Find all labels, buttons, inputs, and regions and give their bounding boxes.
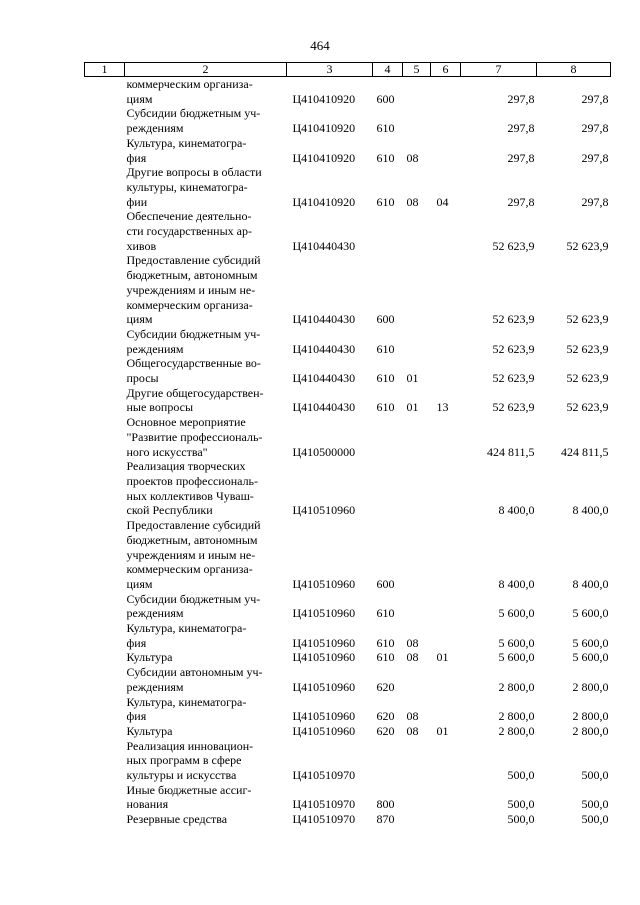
row-name-line: реждениям (126, 121, 184, 136)
row-name (125, 650, 287, 665)
table-row (85, 253, 611, 327)
row-code: Ц410440430 (292, 238, 356, 253)
row-name (125, 356, 287, 385)
row-value-8: 297,8 (581, 91, 609, 106)
row-name-line: Культура (126, 723, 173, 738)
row-code: Ц410410920 (292, 194, 356, 209)
row-value-8: 424 811,5 (560, 444, 609, 459)
row-name-line: ской Республики (126, 503, 213, 518)
row-value-8: 2 800,0 (572, 723, 609, 738)
row-col-5: 08 (406, 150, 419, 165)
row-value-7: 52 623,9 (492, 400, 535, 415)
table-row (85, 695, 611, 724)
row-name-line: фия (126, 150, 147, 165)
row-col-4: 870 (376, 812, 395, 827)
row-col-5 (403, 415, 431, 459)
row-col-1 (85, 812, 125, 827)
row-name (125, 327, 287, 356)
row-code: Ц410510960 (292, 576, 356, 591)
row-col-6 (431, 518, 461, 592)
header-col-6: 6 (431, 63, 461, 77)
row-col-6: 13 (436, 400, 449, 415)
row-col-4: 610 (376, 341, 395, 356)
row-name-line: Культура, кинематогра- (126, 694, 247, 709)
row-name-line: Основное мероприятие (126, 415, 246, 430)
row-name-line: Реализация творческих (126, 459, 246, 474)
row-col-6: 01 (436, 650, 449, 665)
row-name-line: Культура (126, 650, 173, 665)
row-name-line: Культура, кинематогра- (126, 621, 247, 636)
row-name-line: коммерческим организа- (126, 562, 253, 577)
row-name (125, 518, 287, 592)
row-name (125, 724, 287, 739)
table-row (85, 459, 611, 518)
row-col-6 (431, 665, 461, 694)
header-col-4: 4 (373, 63, 403, 77)
row-name (125, 621, 287, 650)
row-col-4: 610 (376, 371, 395, 386)
row-value-8: 2 800,0 (572, 679, 609, 694)
header-col-7: 7 (461, 63, 537, 77)
row-name-line: коммерческим организа- (126, 297, 253, 312)
row-name-line: фии (126, 194, 148, 209)
row-name-line: Иные бюджетные ассиг- (126, 782, 252, 797)
row-col-6 (431, 356, 461, 385)
row-value-7: 2 800,0 (498, 723, 535, 738)
row-value-7: 52 623,9 (492, 371, 535, 386)
row-col-5 (403, 327, 431, 356)
row-name-line: учреждениям и иным не- (126, 282, 256, 297)
row-col-1 (85, 783, 125, 812)
row-name-line: сти государственных ар- (126, 224, 252, 239)
row-col-5 (403, 106, 431, 135)
row-col-5 (403, 783, 431, 812)
row-name-line: фия (126, 635, 147, 650)
header-col-8: 8 (537, 63, 611, 77)
row-name-line: реждениям (126, 341, 184, 356)
row-name-line: Культура, кинематогра- (126, 135, 247, 150)
row-code: Ц410510960 (292, 679, 356, 694)
row-name-line: ные вопросы (126, 400, 194, 415)
row-name-line: коммерческим организа- (126, 77, 253, 91)
row-value-8: 5 600,0 (572, 635, 609, 650)
row-name (125, 695, 287, 724)
row-col-5 (403, 812, 431, 827)
row-value-8: 500,0 (581, 797, 609, 812)
row-value-8: 8 400,0 (572, 576, 609, 591)
row-col-4: 610 (376, 150, 395, 165)
row-col-4: 620 (376, 723, 395, 738)
table-row (85, 356, 611, 385)
row-name-line: бюджетным, автономным (126, 532, 258, 547)
table-header (85, 63, 611, 77)
row-col-6 (431, 592, 461, 621)
row-col-1 (85, 724, 125, 739)
row-col-5: 08 (406, 709, 419, 724)
row-col-5: 01 (406, 371, 419, 386)
table-row (85, 724, 611, 739)
table-row (85, 106, 611, 135)
row-name-line: Субсидии бюджетным уч- (126, 591, 261, 606)
row-name-line: циям (126, 576, 153, 591)
table-row (85, 665, 611, 694)
row-code: Ц410510960 (292, 635, 356, 650)
table-row (85, 783, 611, 812)
row-col-6 (431, 415, 461, 459)
row-name-line: ного искусства" (126, 444, 208, 459)
row-name (125, 386, 287, 415)
row-col-6 (431, 327, 461, 356)
row-col-5 (403, 459, 431, 518)
row-name-line: бюджетным, автономным (126, 268, 258, 283)
row-col-1 (85, 459, 125, 518)
row-col-1 (85, 415, 125, 459)
row-col-5 (403, 209, 431, 253)
row-col-5 (403, 739, 431, 783)
row-name (125, 106, 287, 135)
row-value-7: 52 623,9 (492, 312, 535, 327)
row-col-4 (373, 209, 403, 253)
row-col-1 (85, 386, 125, 415)
row-col-4: 610 (376, 650, 395, 665)
row-col-4: 620 (376, 679, 395, 694)
row-name-line: ных коллективов Чуваш- (126, 488, 254, 503)
row-value-7: 5 600,0 (498, 635, 535, 650)
row-code: Ц410410920 (292, 150, 356, 165)
row-code: Ц410500000 (292, 444, 356, 459)
row-col-4 (373, 739, 403, 783)
row-name (125, 592, 287, 621)
row-col-5 (403, 253, 431, 327)
row-name-line: просы (126, 371, 159, 386)
table-row (85, 327, 611, 356)
row-col-5 (403, 77, 431, 107)
row-name-line: циям (126, 91, 153, 106)
row-name (125, 209, 287, 253)
header-col-2: 2 (125, 63, 287, 77)
table-row (85, 739, 611, 783)
row-col-6 (431, 739, 461, 783)
row-col-4: 600 (376, 91, 395, 106)
row-col-6: 04 (436, 194, 449, 209)
row-value-8: 5 600,0 (572, 606, 609, 621)
table-row (85, 165, 611, 209)
row-name-line: хивов (126, 238, 157, 253)
row-col-1 (85, 665, 125, 694)
row-col-4 (373, 415, 403, 459)
table-body (85, 77, 611, 827)
row-name-line: нования (126, 797, 169, 812)
row-value-7: 5 600,0 (498, 606, 535, 621)
row-col-5: 08 (406, 723, 419, 738)
row-code: Ц410510970 (292, 768, 356, 783)
row-code: Ц410510970 (292, 812, 356, 827)
row-col-6 (431, 695, 461, 724)
row-value-7: 8 400,0 (498, 503, 535, 518)
row-col-4: 610 (376, 400, 395, 415)
table-row (85, 518, 611, 592)
row-col-1 (85, 77, 125, 107)
row-col-1 (85, 165, 125, 209)
row-name (125, 739, 287, 783)
row-name-line: проектов профессиональ- (126, 473, 259, 488)
row-col-6 (431, 106, 461, 135)
row-name-line: Резервные средства (126, 812, 228, 827)
row-name (125, 77, 287, 107)
table-row (85, 621, 611, 650)
row-value-7: 5 600,0 (498, 650, 535, 665)
row-name (125, 665, 287, 694)
table-row (85, 136, 611, 165)
row-value-8: 52 623,9 (566, 400, 609, 415)
row-code: Ц410510960 (292, 503, 356, 518)
row-col-1 (85, 209, 125, 253)
row-name-line: циям (126, 312, 153, 327)
row-col-4: 620 (376, 709, 395, 724)
row-col-6 (431, 253, 461, 327)
row-name (125, 165, 287, 209)
row-col-6 (431, 812, 461, 827)
row-col-4 (373, 459, 403, 518)
row-value-7: 52 623,9 (492, 341, 535, 356)
header-col-5: 5 (403, 63, 431, 77)
row-name (125, 812, 287, 827)
row-value-8: 52 623,9 (566, 371, 609, 386)
row-col-5 (403, 665, 431, 694)
table-row (85, 415, 611, 459)
row-name-line: культуры, кинематогра- (126, 179, 248, 194)
row-name-line: культуры и искусства (126, 768, 237, 783)
row-col-1 (85, 695, 125, 724)
row-name (125, 136, 287, 165)
row-name-line: "Развитие профессиональ- (126, 429, 263, 444)
row-value-7: 500,0 (507, 797, 535, 812)
table-row (85, 77, 611, 107)
row-col-4: 610 (376, 121, 395, 136)
row-value-8: 297,8 (581, 121, 609, 136)
row-col-1 (85, 356, 125, 385)
row-col-4: 610 (376, 194, 395, 209)
row-value-7: 297,8 (507, 121, 535, 136)
row-col-1 (85, 253, 125, 327)
row-value-7: 52 623,9 (492, 238, 535, 253)
row-name-line: реждениям (126, 606, 184, 621)
row-col-4: 800 (376, 797, 395, 812)
row-code: Ц410510960 (292, 606, 356, 621)
row-name-line: Субсидии бюджетным уч- (126, 326, 261, 341)
row-name-line: Предоставление субсидий (126, 253, 261, 268)
row-name (125, 783, 287, 812)
row-value-7: 424 811,5 (486, 444, 535, 459)
row-value-7: 297,8 (507, 150, 535, 165)
row-name-line: ных программ в сфере (126, 753, 242, 768)
row-value-7: 2 800,0 (498, 709, 535, 724)
row-code: Ц410440430 (292, 341, 356, 356)
row-value-7: 8 400,0 (498, 576, 535, 591)
row-name-line: Субсидии автономным уч- (126, 665, 263, 680)
budget-table (84, 62, 611, 827)
row-col-6 (431, 209, 461, 253)
row-value-8: 297,8 (581, 150, 609, 165)
row-col-1 (85, 592, 125, 621)
row-col-1 (85, 518, 125, 592)
row-col-5: 08 (406, 194, 419, 209)
row-name-line: Обеспечение деятельно- (126, 209, 252, 224)
row-value-8: 297,8 (581, 194, 609, 209)
row-name-line: Общегосударственные во- (126, 356, 261, 371)
row-col-1 (85, 136, 125, 165)
row-name-line: Предоставление субсидий (126, 518, 261, 533)
row-value-8: 8 400,0 (572, 503, 609, 518)
table-row (85, 209, 611, 253)
row-code: Ц410510960 (292, 723, 356, 738)
row-col-6 (431, 621, 461, 650)
row-code: Ц410510960 (292, 650, 356, 665)
row-code: Ц410410920 (292, 91, 356, 106)
header-col-1: 1 (85, 63, 125, 77)
row-col-5 (403, 592, 431, 621)
row-col-1 (85, 650, 125, 665)
row-code: Ц410440430 (292, 371, 356, 386)
row-name (125, 253, 287, 327)
table-row (85, 812, 611, 827)
row-col-6 (431, 783, 461, 812)
row-value-8: 500,0 (581, 812, 609, 827)
row-value-8: 52 623,9 (566, 312, 609, 327)
row-value-7: 2 800,0 (498, 679, 535, 694)
row-code: Ц410440430 (292, 312, 356, 327)
page-number: 464 (310, 38, 330, 53)
row-col-1 (85, 621, 125, 650)
row-code: Ц410510960 (292, 709, 356, 724)
row-value-8: 5 600,0 (572, 650, 609, 665)
row-value-8: 500,0 (581, 768, 609, 783)
row-col-4: 600 (376, 312, 395, 327)
row-name (125, 415, 287, 459)
row-col-5: 08 (406, 635, 419, 650)
table-row (85, 386, 611, 415)
row-name-line: Другие общегосударствен- (126, 385, 264, 400)
row-col-4: 600 (376, 576, 395, 591)
row-col-4: 610 (376, 635, 395, 650)
row-code: Ц410510970 (292, 797, 356, 812)
row-col-5 (403, 518, 431, 592)
table-row (85, 592, 611, 621)
row-value-7: 500,0 (507, 768, 535, 783)
header-col-3: 3 (287, 63, 373, 77)
row-value-8: 2 800,0 (572, 709, 609, 724)
table-row (85, 650, 611, 665)
row-name-line: Другие вопросы в области (126, 165, 262, 180)
row-name-line: фия (126, 709, 147, 724)
row-col-6 (431, 459, 461, 518)
row-name-line: Реализация инновацион- (126, 738, 254, 753)
row-value-7: 297,8 (507, 194, 535, 209)
row-col-1 (85, 739, 125, 783)
row-col-4: 610 (376, 606, 395, 621)
row-name-line: реждениям (126, 679, 184, 694)
row-col-1 (85, 327, 125, 356)
row-name-line: Субсидии бюджетным уч- (126, 106, 261, 121)
row-name-line: учреждениям и иным не- (126, 547, 256, 562)
row-value-8: 52 623,9 (566, 238, 609, 253)
row-col-6 (431, 77, 461, 107)
row-col-5: 08 (406, 650, 419, 665)
row-code: Ц410410920 (292, 121, 356, 136)
row-code: Ц410440430 (292, 400, 356, 415)
row-value-7: 297,8 (507, 91, 535, 106)
row-col-6: 01 (436, 723, 449, 738)
row-name (125, 459, 287, 518)
row-value-8: 52 623,9 (566, 341, 609, 356)
header-row (85, 63, 611, 77)
row-col-1 (85, 106, 125, 135)
row-value-7: 500,0 (507, 812, 535, 827)
row-col-5: 01 (406, 400, 419, 415)
row-col-6 (431, 136, 461, 165)
